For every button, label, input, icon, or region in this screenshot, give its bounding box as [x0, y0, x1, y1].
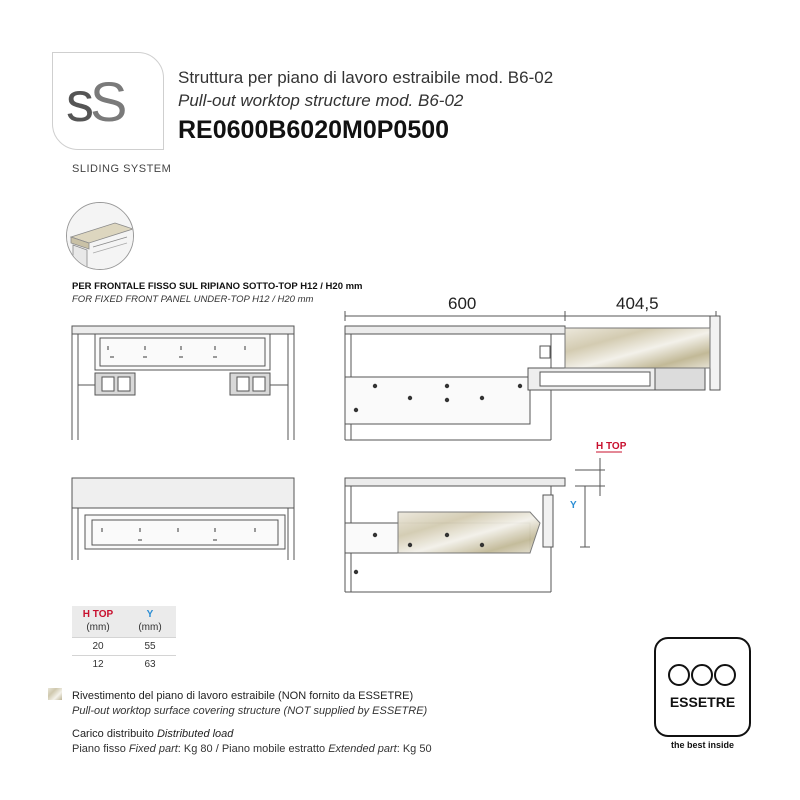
table-row [72, 638, 176, 656]
marble-swatch-icon [48, 688, 62, 700]
htop-y-table [72, 606, 176, 673]
sliding-system-logo: sS [66, 70, 124, 133]
product-code: RE0600B6020M0P0500 [178, 116, 450, 144]
legend-covering-english: Pull-out worktop surface covering structure (NOT supplied by ESSETRE) [72, 705, 428, 717]
table-cell: 63 [124, 656, 176, 674]
title-italian: Struttura per piano di lavoro estraibile mod. B6-02 [178, 68, 554, 87]
table-header-htop: H TOP (mm) [82, 609, 114, 633]
legend-covering-italian: Rivestimento del piano di lavoro estraibile (NON fornito da ESSETRE) [72, 690, 414, 702]
essetre-logo [654, 637, 751, 737]
load-values: Piano fisso Fixed part: Kg 80 / Piano mobile estratto Extended part: Kg 50 [72, 743, 432, 755]
table-header-row [72, 606, 176, 638]
dimension-extended: 404,5 [616, 294, 659, 313]
table-header-y: Y (mm) [138, 609, 162, 633]
table-cell: 20 [72, 638, 124, 656]
brand-tagline: the best inside [670, 740, 734, 750]
table-row [72, 656, 176, 674]
dimension-fixed: 600 [448, 294, 477, 313]
load-title: Carico distribuito Distributed load [72, 728, 234, 740]
table-cell: 12 [72, 656, 124, 674]
title-english: Pull-out worktop structure mod. B6-02 [178, 91, 464, 110]
table-cell: 55 [124, 638, 176, 656]
caption-english: FOR FIXED FRONT PANEL UNDER-TOP H12 / H20 mm [72, 294, 314, 305]
logo-tagline: SLIDING SYSTEM [72, 163, 172, 175]
htop-dimension-label: H TOP [596, 441, 627, 452]
y-dimension-label: Y [570, 500, 577, 511]
caption-italian: PER FRONTALE FISSO SUL RIPIANO SOTTO-TOP H12 / H20 mm [72, 281, 363, 292]
brand-name: ESSETRE [669, 694, 736, 710]
